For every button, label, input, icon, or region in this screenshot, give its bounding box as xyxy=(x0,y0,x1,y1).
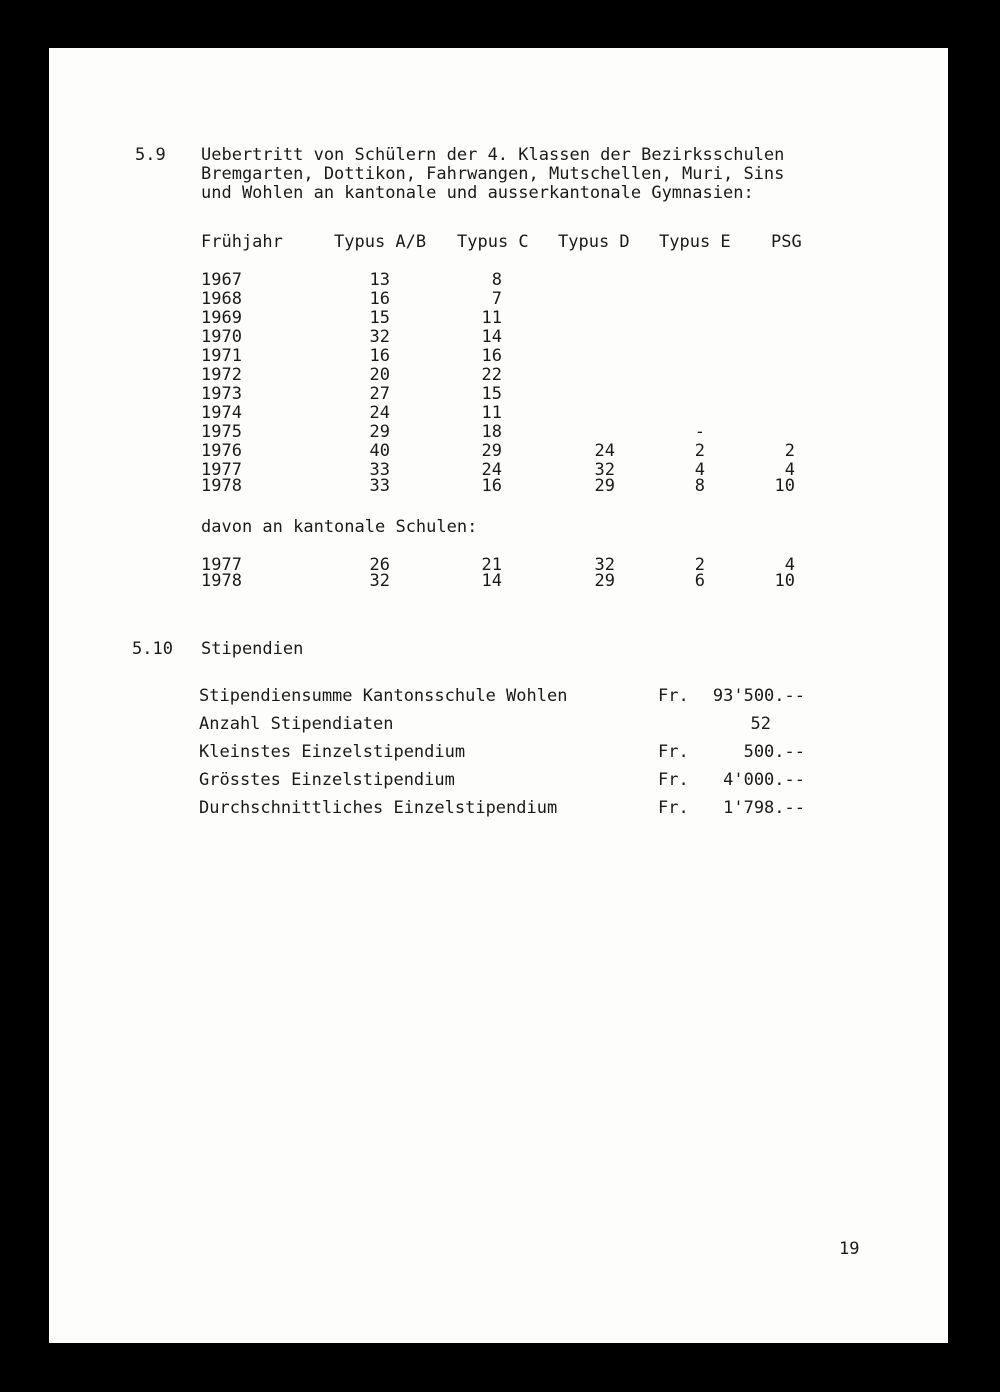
cell-typus-e: 2 xyxy=(694,441,705,461)
cell-psg: 10 xyxy=(774,476,795,496)
header-psg: PSG xyxy=(771,232,802,252)
cell-typus-ab: 15 xyxy=(369,308,390,328)
cell-year: 1971 xyxy=(201,346,242,366)
section-5-9-intro-line-3: und Wohlen an kantonale und ausserkantonale Gymnasien: xyxy=(201,183,754,203)
cell-typus-ab: 16 xyxy=(369,289,390,309)
subheading-kantonale: davon an kantonale Schulen: xyxy=(201,517,478,537)
cell-typus-c: 8 xyxy=(491,270,502,290)
cell-typus-ab: 27 xyxy=(369,384,390,404)
cell-typus-c: 14 xyxy=(481,571,502,591)
section-5-10-title: Stipendien xyxy=(201,639,304,659)
cell-typus-c: 11 xyxy=(481,308,502,328)
cell-year: 1972 xyxy=(201,365,242,385)
header-typus-c: Typus C xyxy=(457,232,529,252)
cell-typus-e: 8 xyxy=(694,476,705,496)
cell-typus-c: 24 xyxy=(481,460,502,480)
cell-year: 1977 xyxy=(201,555,242,575)
cell-year: 1978 xyxy=(201,571,242,591)
cell-year: 1976 xyxy=(201,441,242,461)
cell-typus-ab: 26 xyxy=(369,555,390,575)
stipend-value: 4'000.-- xyxy=(723,770,805,790)
cell-typus-d: 24 xyxy=(594,441,615,461)
cell-year: 1973 xyxy=(201,384,242,404)
stipend-label: Durchschnittliches Einzelstipendium xyxy=(199,798,558,818)
cell-typus-c: 15 xyxy=(481,384,502,404)
stipend-value: 500.-- xyxy=(743,742,805,762)
section-5-10-number: 5.10 xyxy=(132,639,173,659)
stipend-currency: Fr. xyxy=(658,686,689,706)
stipend-label: Grösstes Einzelstipendium xyxy=(199,770,455,790)
cell-year: 1969 xyxy=(201,308,242,328)
cell-year: 1967 xyxy=(201,270,242,290)
section-5-9-intro-line-1: Uebertritt von Schülern der 4. Klassen der Bezirksschulen xyxy=(201,145,785,165)
cell-psg: 10 xyxy=(774,571,795,591)
cell-typus-d: 29 xyxy=(594,571,615,591)
cell-typus-c: 7 xyxy=(491,289,502,309)
cell-typus-ab: 20 xyxy=(369,365,390,385)
cell-psg: 4 xyxy=(784,460,795,480)
header-typus-d: Typus D xyxy=(558,232,630,252)
cell-typus-ab: 33 xyxy=(369,460,390,480)
section-5-9-intro-line-2: Bremgarten, Dottikon, Fahrwangen, Mutschellen, Muri, Sins xyxy=(201,164,785,184)
cell-typus-c: 16 xyxy=(481,476,502,496)
cell-year: 1978 xyxy=(201,476,242,496)
cell-typus-d: 29 xyxy=(594,476,615,496)
cell-typus-ab: 24 xyxy=(369,403,390,423)
header-typus-ab: Typus A/B xyxy=(334,232,427,252)
cell-year: 1975 xyxy=(201,422,242,442)
cell-typus-c: 22 xyxy=(481,365,502,385)
header-typus-e: Typus E xyxy=(659,232,731,252)
cell-typus-c: 11 xyxy=(481,403,502,423)
page-number: 19 xyxy=(839,1239,860,1259)
cell-typus-e: 2 xyxy=(694,555,705,575)
cell-typus-ab: 32 xyxy=(369,571,390,591)
cell-typus-ab: 32 xyxy=(369,327,390,347)
stipend-label: Stipendiensumme Kantonsschule Wohlen xyxy=(199,686,568,706)
cell-typus-ab: 40 xyxy=(369,441,390,461)
stipend-currency: Fr. xyxy=(658,798,689,818)
cell-year: 1968 xyxy=(201,289,242,309)
header-fruehjahr: Frühjahr xyxy=(201,232,283,252)
cell-year: 1974 xyxy=(201,403,242,423)
stipend-value: 1'798.-- xyxy=(723,798,805,818)
cell-typus-e: 4 xyxy=(694,460,705,480)
cell-typus-e: 6 xyxy=(694,571,705,591)
cell-typus-c: 16 xyxy=(481,346,502,366)
stipend-currency: Fr. xyxy=(658,742,689,762)
stipend-currency: Fr. xyxy=(658,770,689,790)
section-5-9-number: 5.9 xyxy=(135,145,166,165)
cell-typus-ab: 33 xyxy=(369,476,390,496)
stipend-value: 93'500.-- xyxy=(712,686,805,706)
cell-psg: 2 xyxy=(784,441,795,461)
cell-typus-ab: 13 xyxy=(369,270,390,290)
stipend-label: Kleinstes Einzelstipendium xyxy=(199,742,466,762)
cell-typus-c: 21 xyxy=(481,555,502,575)
stipend-label: Anzahl Stipendiaten xyxy=(199,714,394,734)
cell-typus-c: 18 xyxy=(481,422,502,442)
cell-year: 1977 xyxy=(201,460,242,480)
cell-typus-e: - xyxy=(694,422,705,442)
cell-typus-c: 29 xyxy=(481,441,502,461)
cell-typus-d: 32 xyxy=(594,460,615,480)
cell-year: 1970 xyxy=(201,327,242,347)
stipend-value: 52 xyxy=(750,714,771,734)
cell-psg: 4 xyxy=(784,555,795,575)
cell-typus-ab: 16 xyxy=(369,346,390,366)
cell-typus-c: 14 xyxy=(481,327,502,347)
document-page xyxy=(49,48,948,1343)
cell-typus-d: 32 xyxy=(594,555,615,575)
cell-typus-ab: 29 xyxy=(369,422,390,442)
